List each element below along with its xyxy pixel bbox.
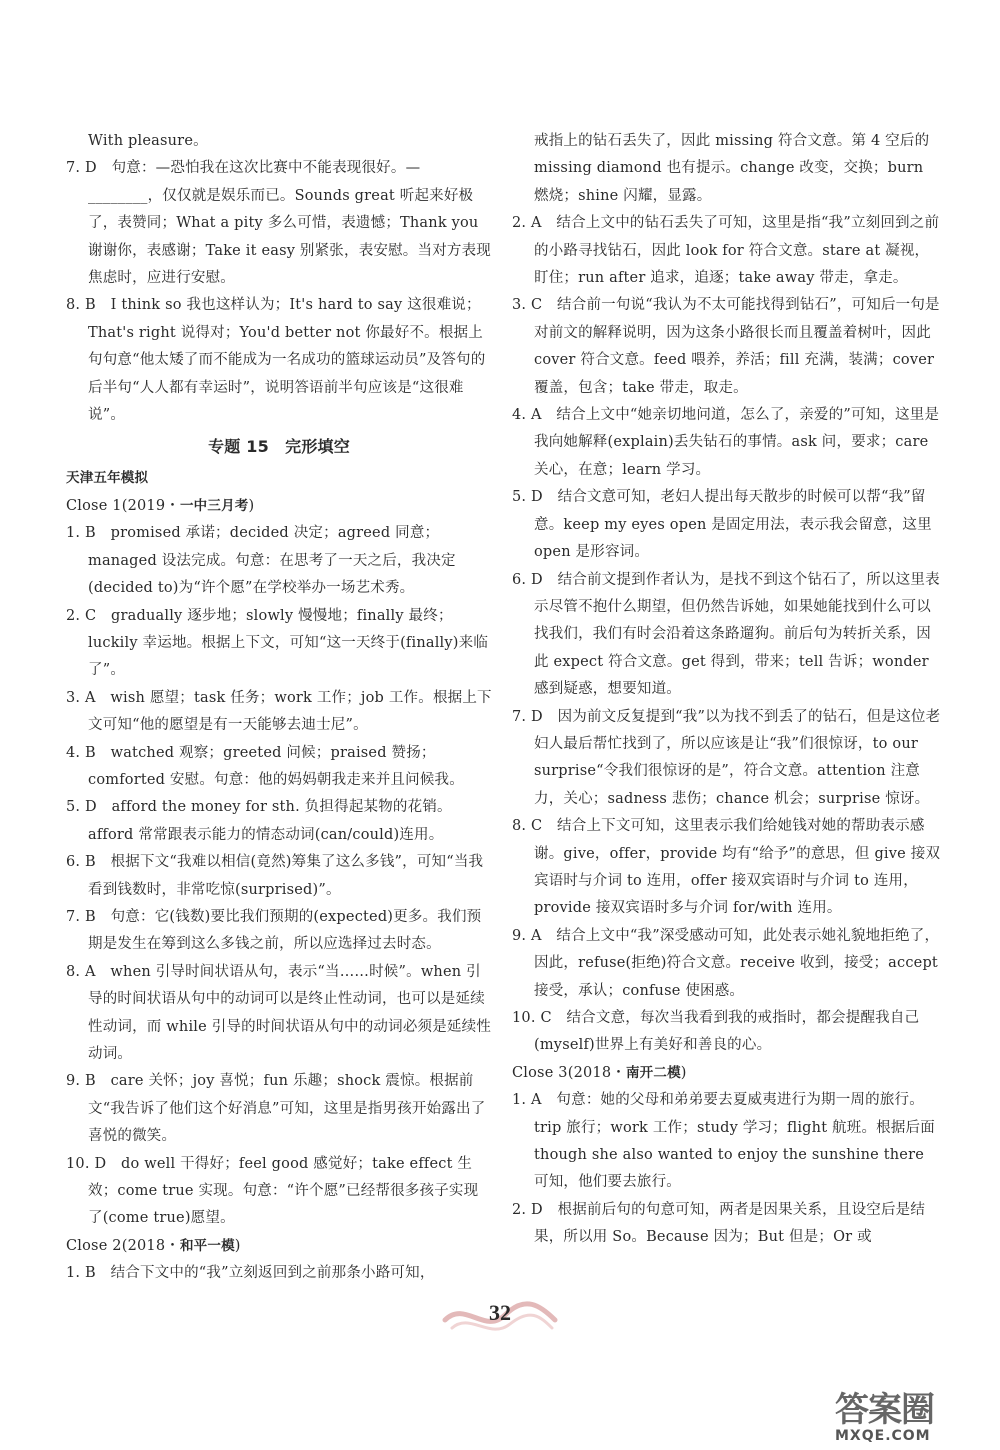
answer-item: 5. D 结合文意可知，老妇人提出每天散步的时候可以帮“我”留意。keep my eyes open 是固定用法，表示我会留意，这里 open 是形容词。 <box>512 489 932 561</box>
answer-item: 7. B 句意：它(钱数)要比我们预期的(expected)更多。我们预期是发生在筹到这么多钱之前，所以应选择过去时态。 <box>66 908 482 953</box>
answer-item: 6. B 根据下文“我难以相信(竟然)筹集了这么多钱”，可知“当我看到钱数时，非常吃惊(surprised)”。 <box>66 854 484 898</box>
answer-item: 10. D do well 干得好；feel good 感觉好；take effect 生效；come true 实现。句意：“许个愿”已经帮很多孩子实现了(come true)愿望。 <box>66 1155 479 1227</box>
paragraph: 戒指上的钻石丢失了，因此 missing 符合文意。第 4 空后的 missing diamond 也有提示。change 改变，交换；burn 燃烧；shine 闪耀，显露。 <box>534 133 930 204</box>
answer-item: 3. C 结合前一句说“我认为不太可能找得到钻石”，可知后一句是对前文的解释说明，因为这条小路很长而且覆盖着树叶，因此 cover 符合文意。feed 喂养，养活；fill 充满，装满；cover 覆盖，包含；take 带走，取走。 <box>512 297 940 396</box>
close-label: Close 1(2019・ <box>66 497 180 514</box>
answer-item: 3. A wish 愿望；task 任务；work 工作；job 工作。根据上下文可知“他的愿望是有一天能够去迪士尼”。 <box>66 689 492 734</box>
section-title: 天津五年模拟 <box>66 470 149 487</box>
page-number: 32 <box>489 1300 511 1325</box>
right-column <box>512 128 942 1252</box>
close-label: Close 3(2018・ <box>512 1064 626 1081</box>
close-end: ) <box>234 1237 241 1254</box>
answer-item: 2. A 结合上文中的钻石丢失了可知，这里是指“我”立刻回到之前的小路寻找钻石，因此 look for 符合文意。stare at 凝视，盯住；run after 追求，追逐；take away 带走，拿走。 <box>512 215 940 287</box>
answer-item: 7. D 句意：—恐怕我在这次比赛中不能表现很好。—________，仅仅就是娱乐而已。Sounds great 听起来好极了，表赞同；What a pity 多么可惜，表遗憾；Thank you 谢谢你，表感谢；Take it easy 别紧张，表安慰。当对方表现焦虑时，应进行安慰。 <box>66 160 492 287</box>
answer-item: 9. B care 关怀；joy 喜悦；fun 乐趣；shock 震惊。根据前文“我告诉了他们这个好消息”可知，这里是指男孩开始露出了喜悦的微笑。 <box>66 1073 486 1145</box>
close-end: ) <box>680 1064 687 1081</box>
topic-title: 专题 15 完形填空 <box>208 437 350 457</box>
close-heading <box>512 1060 942 1087</box>
close-source: 和平一模 <box>179 1237 235 1254</box>
answer-item: 10. C 结合文意，每次当我看到我的戒指时，都会提醒我自己(myself)世界上有美好和善良的心。 <box>512 1010 920 1054</box>
answer-item: 8. B I think so 我也这样认为；It's hard to say 这很难说；That's right 说得对；You'd better not 你最好不。根据上句句意“他太矮了而不能成为一名成功的篮球运动员”及答句的后半句“人人都有幸运时”，说明答语前半句应该是“这很难说”。 <box>66 297 486 424</box>
answer-item: 2. C gradually 逐步地；slowly 慢慢地；finally 最终；luckily 幸运地。根据上下文，可知“这一天终于(finally)来临了”。 <box>66 607 489 679</box>
answer-item: 6. D 结合前文提到作者认为，是找不到这个钻石了，所以这里表示尽管不抱什么期望，但仍然告诉她，如果她能找到什么可以找我们，我们有时会沿着这条路遛狗。前后句为转折关系，因此 expect 符合文意。get 得到，带来；tell 告诉；wonder 感到疑惑，想要知道。 <box>512 571 940 698</box>
answer-item: 8. A when 引导时间状语从句，表示“当……时候”。when 引导的时间状语从句中的动词可以是终止性动词，也可以是延续性动词，而 while 引导的时间状语从句中的动词必须是延续性动词。 <box>66 963 492 1062</box>
close-end: ) <box>248 497 255 514</box>
answer-item: 7. D 因为前文反复提到“我”以为找不到丢了的钻石，但是这位老妇人最后帮忙找到了，所以应该是让“我”们很惊讶，to our surprise“令我们很惊讶的是”，符合文意。attention 注意力，关心；sadness 悲伤；chance 机会；surprise 惊讶。 <box>512 708 941 807</box>
paragraph: With pleasure。 <box>88 133 208 149</box>
close-heading <box>66 493 492 520</box>
close-source: 一中三月考 <box>179 497 249 514</box>
close-source: 南开二模 <box>625 1064 681 1081</box>
answer-item: 2. D 根据前后句的句意可知，两者是因果关系，且设空后是结果，所以用 So。Because 因为；But 但是；Or 或 <box>512 1201 926 1246</box>
answer-item: 4. A 结合上文中“她亲切地问道，怎么了，亲爱的”可知，这里是我向她解释(explain)丢失钻石的事情。ask 问，要求；care 关心，在意；learn 学习。 <box>512 407 940 478</box>
close-label: Close 2(2018・ <box>66 1237 180 1254</box>
answer-item: 1. A 句意：她的父母和弟弟要去夏威夷进行为期一周的旅行。trip 旅行；work 工作；study 学习；flight 航班。根据后面 though she also wanted to enjoy the sunshine there 可知，他们要去旅行。 <box>512 1092 935 1191</box>
answer-item: 1. B promised 承诺；decided 决定；agreed 同意；managed 设法完成。句意：在思考了一天之后，我决定(decided to)为“许个愿”在学校举办一场艺术秀。 <box>66 525 456 597</box>
left-column <box>66 128 492 1288</box>
answer-item: 1. B 结合下文中的“我”立刻返回到之前那条小路可知， <box>66 1265 435 1282</box>
watermark-url: MXQE.COM <box>835 1428 931 1444</box>
answer-item: 4. B watched 观察；greeted 问候；praised 赞扬；comforted 安慰。句意：他的妈妈朝我走来并且问候我。 <box>66 744 464 788</box>
close-heading <box>66 1233 492 1260</box>
answer-item: 5. D afford the money for sth. 负担得起某物的花销。afford 常常跟表示能力的情态动词(can/could)连用。 <box>66 799 452 843</box>
watermark-logo: 答案圈 <box>835 1390 934 1430</box>
answer-item: 9. A 结合上文中“我”深受感动可知，此处表示她礼貌地拒绝了，因此，refuse(拒绝)符合文意。receive 收到，接受；accept 接受，承认；confuse 使困惑。 <box>512 927 940 999</box>
answer-item: 8. C 结合上下文可知，这里表示我们给她钱对她的帮助表示感谢。give，offer，provide 均有“给予”的意思，但 give 接双宾语时与介词 to 连用，offer 接双宾语时与介词 to 连用，provide 接双宾语时多与介词 for/with 连用。 <box>512 818 941 917</box>
